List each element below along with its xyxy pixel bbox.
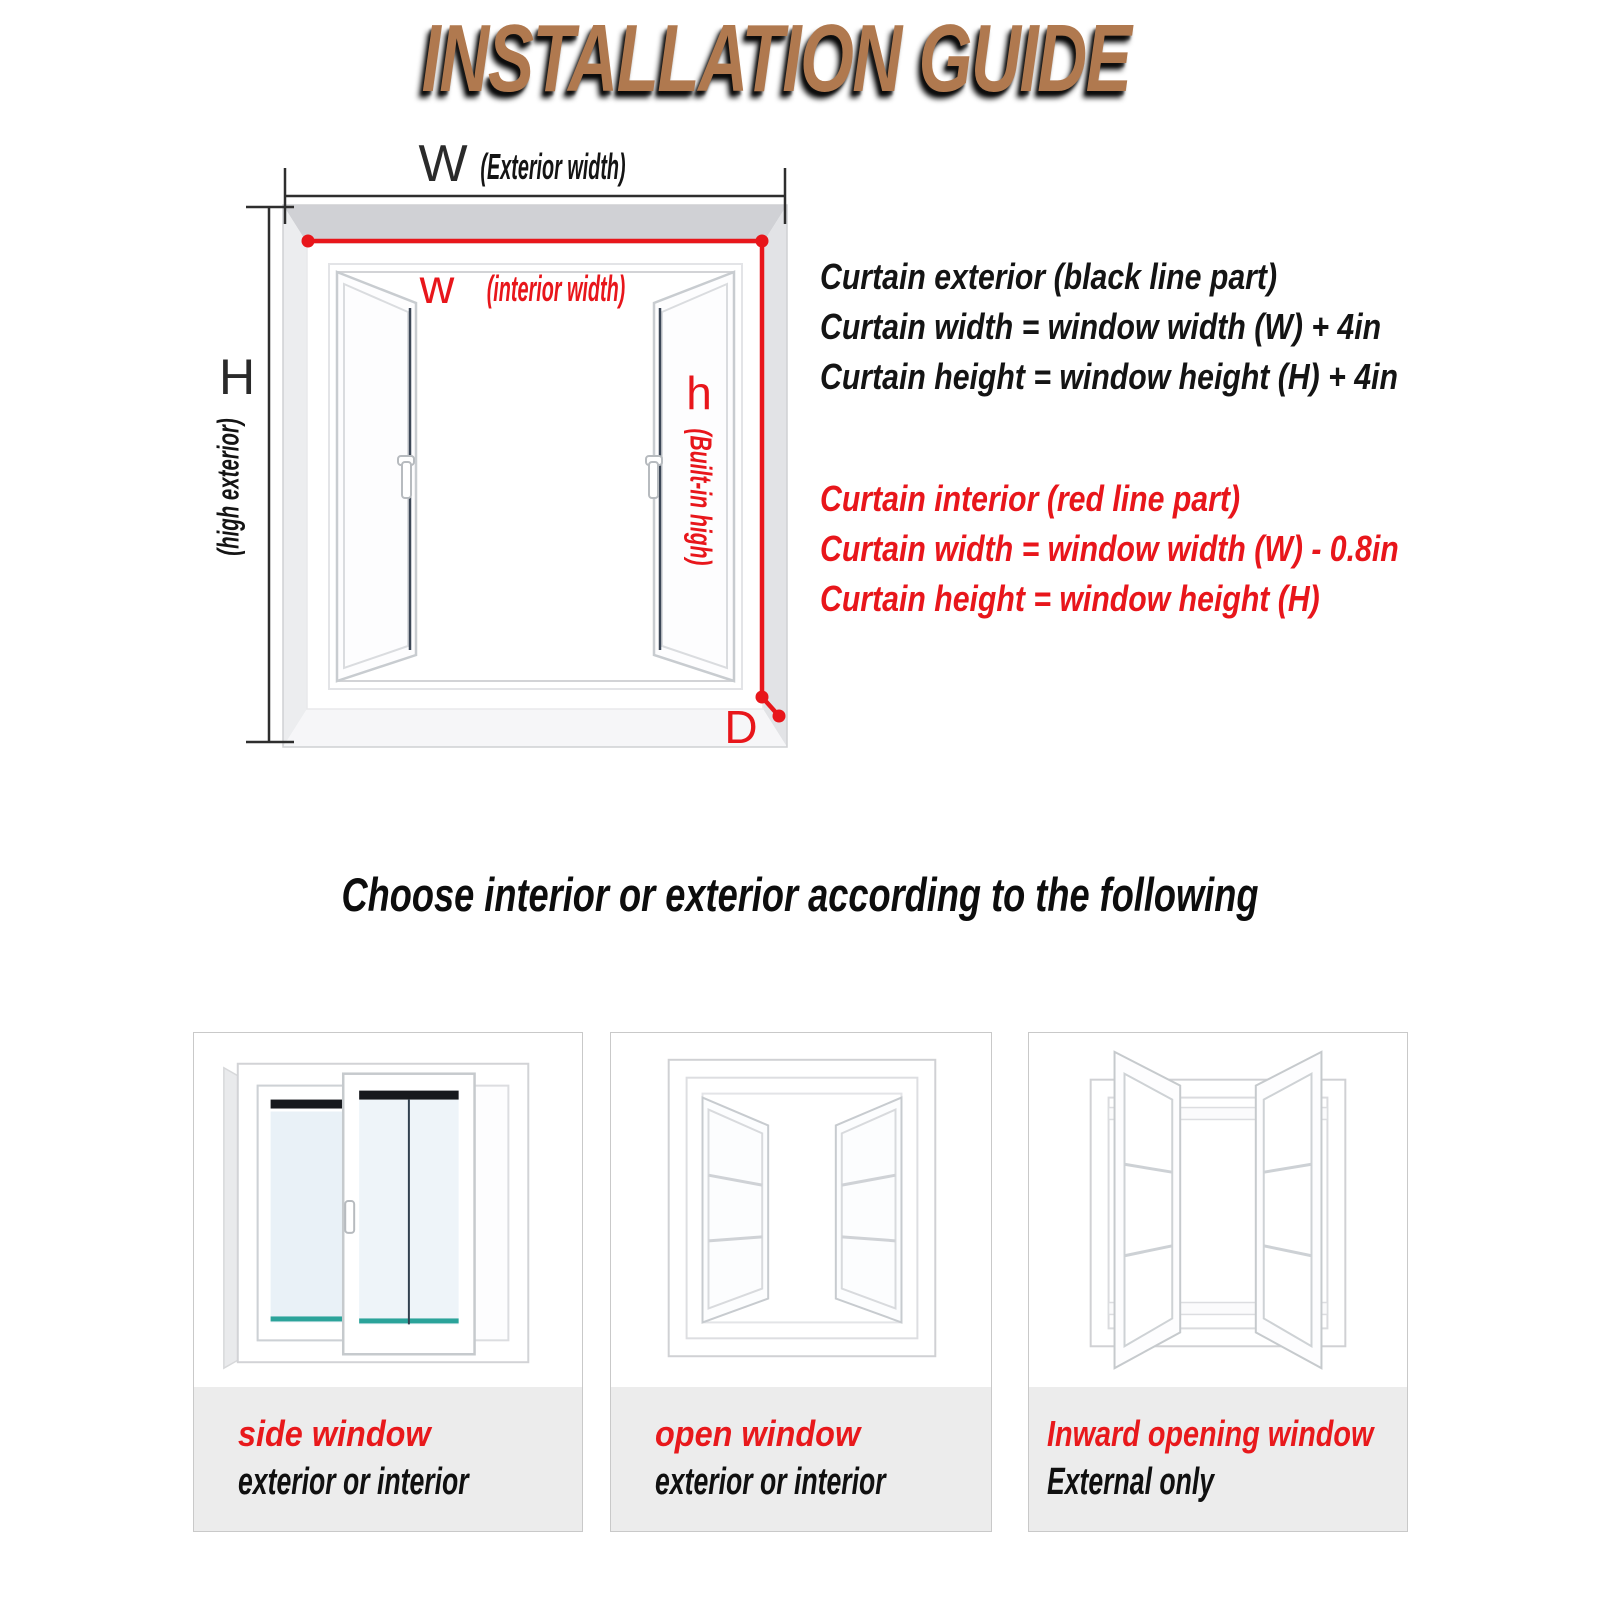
frame-right-face (763, 205, 787, 747)
frame-top-face (283, 205, 787, 243)
exterior-height-symbol: H (218, 349, 256, 405)
interior-note (820, 474, 1399, 624)
panel-subtitle: exterior or interior (655, 1461, 886, 1503)
interior-width-label: (interior width) (486, 270, 626, 310)
frame-left-face (283, 205, 307, 747)
left-sash (337, 272, 416, 681)
panel-subtitle: exterior or interior (238, 1461, 469, 1503)
panel-label-strip (1029, 1387, 1407, 1531)
exterior-width-label: (Exterior width) (480, 148, 626, 188)
panel-label-strip (194, 1387, 582, 1531)
exterior-width-symbol: W (418, 135, 468, 193)
exterior-note (820, 252, 1398, 402)
casement-window-illustration (611, 1033, 991, 1387)
panel-inward-window (1028, 1032, 1408, 1532)
interior-height-symbol: h (686, 367, 712, 419)
panel-title: side window (238, 1413, 431, 1454)
interior-note-line: Curtain width = window width (W) - 0.8in (820, 528, 1399, 569)
sliding-window-illustration (194, 1033, 582, 1387)
exterior-note-line: Curtain height = window height (H) + 4in (820, 356, 1398, 397)
panel-title: open window (655, 1413, 861, 1454)
panel-side-window (193, 1032, 583, 1532)
depth-symbol: D (724, 701, 758, 753)
window-measure-illustration (180, 120, 880, 820)
exterior-note-line: Curtain width = window width (W) + 4in (820, 306, 1382, 347)
interior-note-line: Curtain height = window height (H) (820, 578, 1320, 619)
interior-width-symbol: w (419, 261, 455, 314)
measurement-diagram (180, 120, 880, 820)
panel-open-window (610, 1032, 992, 1532)
inward-window-illustration (1029, 1033, 1407, 1387)
section-heading: Choose interior or exterior according to the following (341, 868, 1259, 921)
exterior-height-label: (high exterior) (210, 418, 246, 556)
interior-note-line: Curtain interior (red line part) (820, 478, 1241, 519)
page-title: INSTALLATION GUIDE (421, 5, 1131, 112)
frame-bottom-face (283, 709, 787, 747)
exterior-note-line: Curtain exterior (black line part) (820, 256, 1278, 297)
interior-height-label: (Built-in high) (683, 428, 719, 566)
panel-label-strip (611, 1387, 991, 1531)
panel-subtitle: External only (1047, 1461, 1215, 1503)
panel-title: Inward opening window (1047, 1413, 1374, 1454)
